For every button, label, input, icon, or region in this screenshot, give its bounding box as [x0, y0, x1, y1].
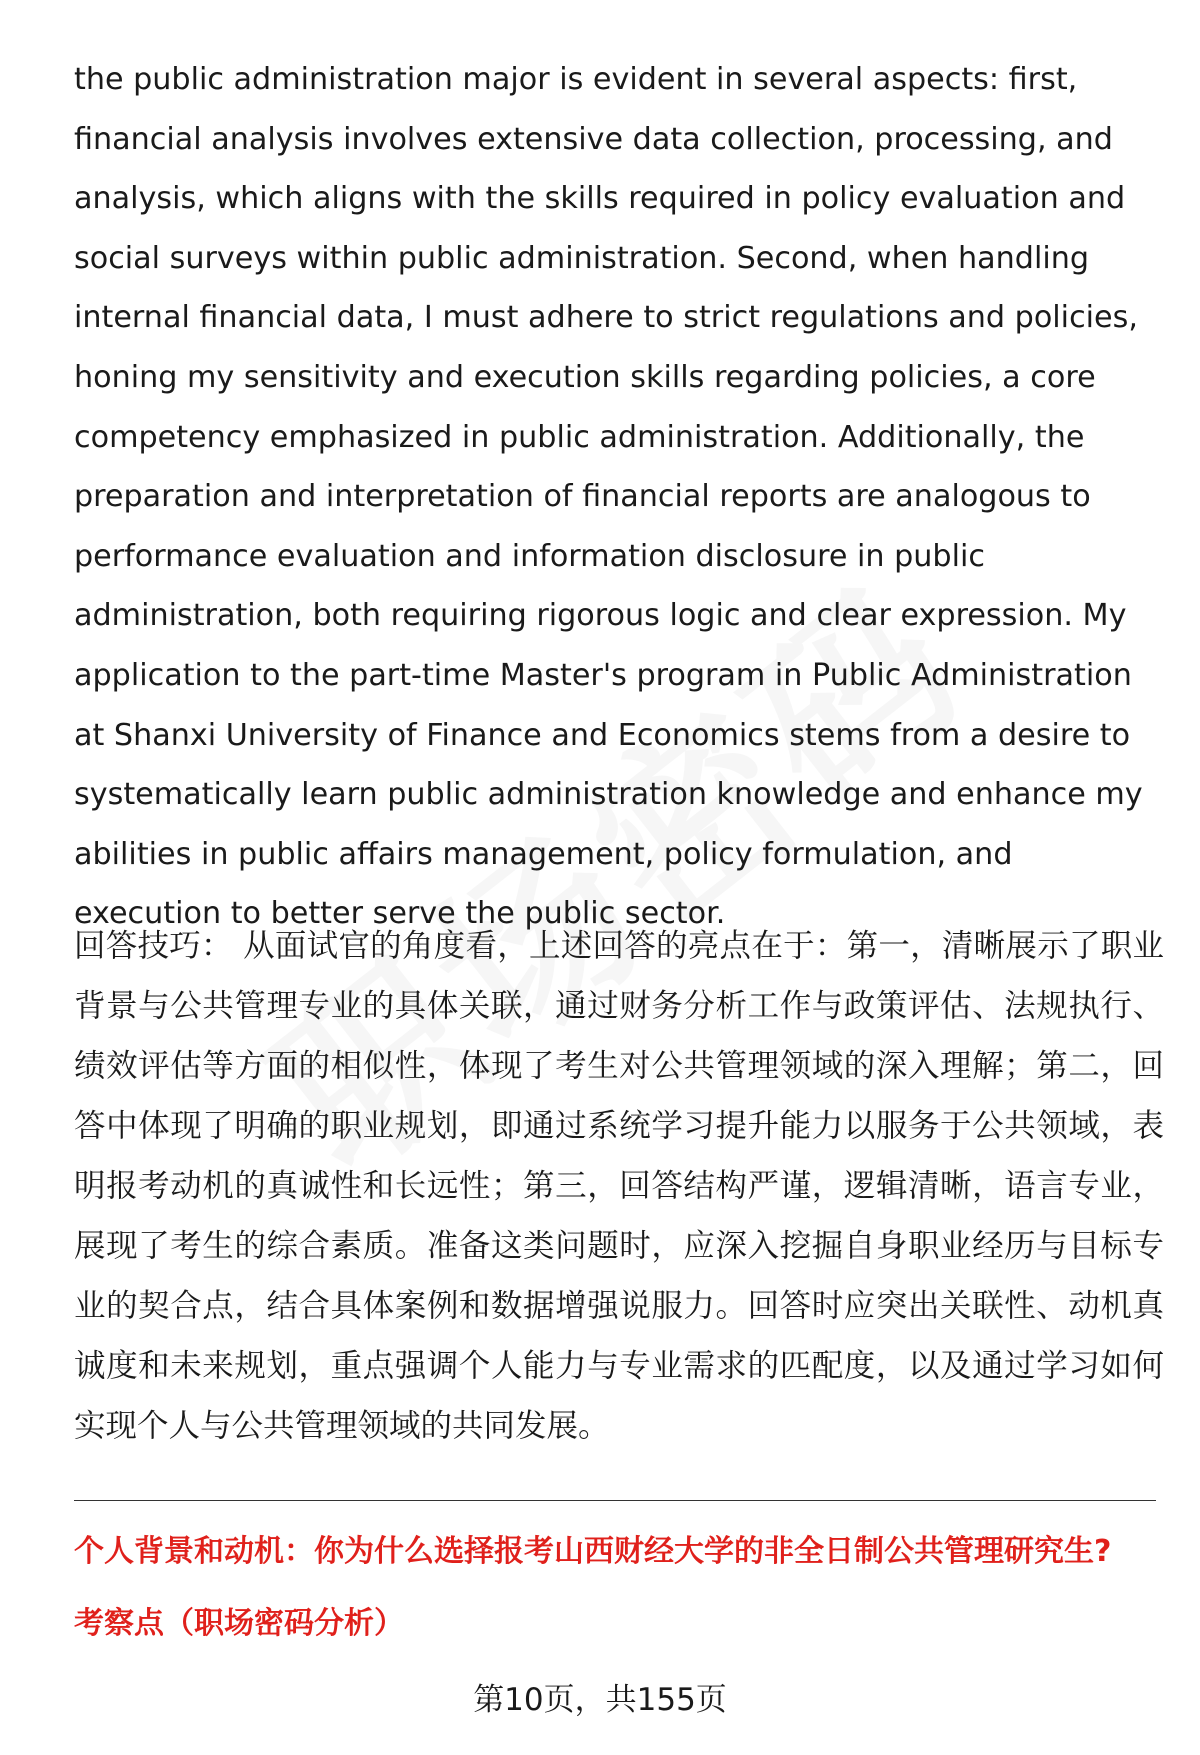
page-number-footer: 第10页，共155页: [473, 1682, 727, 1718]
answer-continuation-paragraph: the public administration major is evident in several aspects: first, financial analysis involves extensive data collection, processing, and analysis, which aligns with the skills required in policy evaluation and social surveys within public administration. Second, when handling internal financial data, I must adhere to strict regulations and policies, honing my sensitivity and execution skills regarding policies, a core competency emphasized in public administration. Additionally, the preparation and interpretation of financial reports are analogous to performance evaluation and information disclosure in public administration, both requiring rigorous logic and clear expression. My application to the part-time Master's program in Public Administration at Shanxi University of Finance and Economics stems from a desire to systematically learn public administration knowledge and enhance my abilities in public affairs management, policy formulation, and execution to better serve the public sector.: [74, 62, 1143, 932]
section-divider: [74, 1500, 1156, 1501]
next-question-heading: 个人背景和动机：你为什么选择报考山西财经大学的非全日制公共管理研究生?: [74, 1534, 1112, 1569]
assessment-point-heading: 考察点（职场密码分析）: [74, 1606, 404, 1641]
answer-tips-paragraph: 回答技巧： 从面试官的角度看，上述回答的亮点在于：第一，清晰展示了职业背景与公共管理专业的具体关联，通过财务分析工作与政策评估、法规执行、绩效评估等方面的相似性，体现了考生对公共管理领域的深入理解；第二，回答中体现了明确的职业规划，即通过系统学习提升能力以服务于公共领域，表明报考动机的真诚性和长远性；第三，回答结构严谨，逻辑清晰，语言专业，展现了考生的综合素质。准备这类问题时，应深入挖掘自身职业经历与目标专业的契合点，结合具体案例和数据增强说服力。回答时应突出关联性、动机真诚度和未来规划，重点强调个人能力与专业需求的匹配度，以及通过学习如何实现个人与公共管理领域的共同发展。: [74, 928, 1164, 1444]
